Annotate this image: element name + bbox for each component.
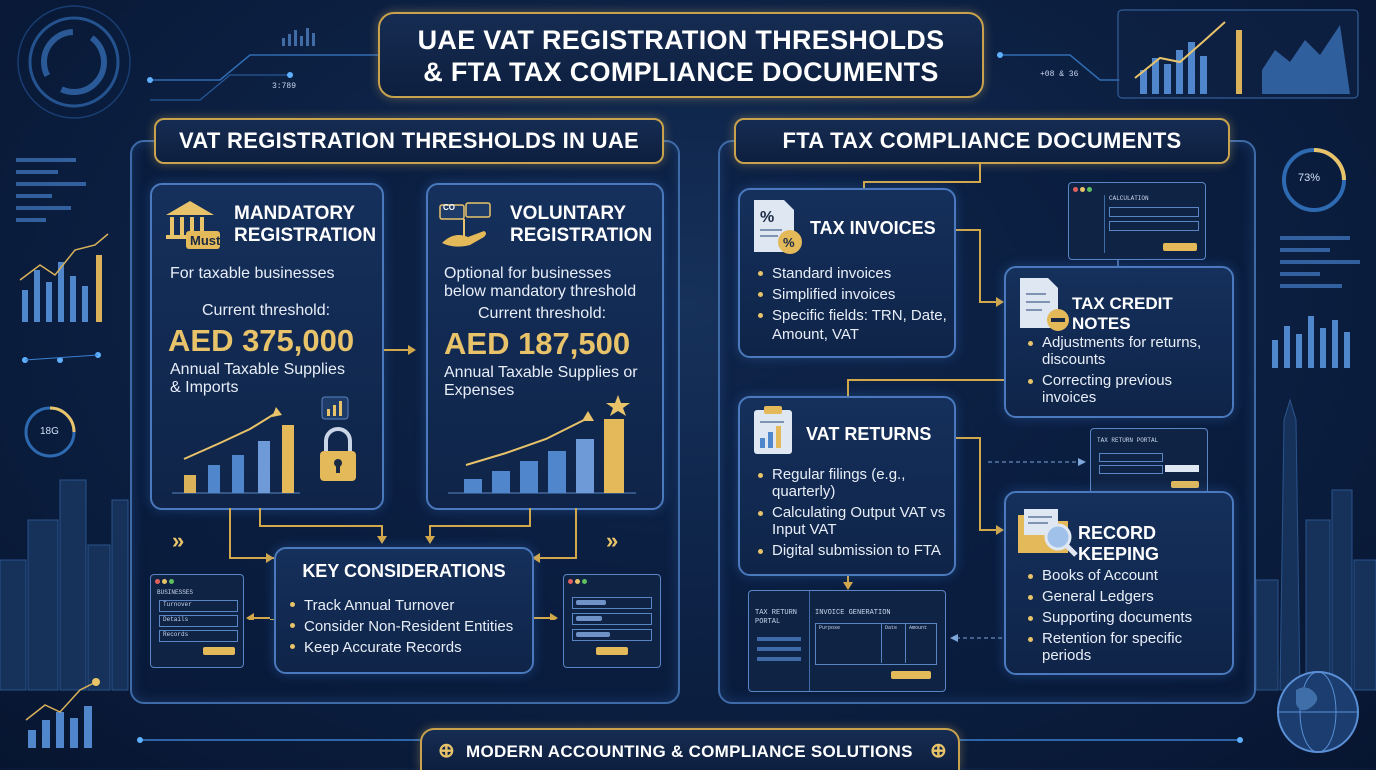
tax-credit-notes-card — [1004, 266, 1234, 418]
key-considerations-card — [274, 547, 534, 674]
voluntary-title-2: REGISTRATION — [510, 225, 653, 246]
portal-col: Amount — [909, 625, 928, 631]
mandatory-note-1: Annual Taxable Supplies — [170, 361, 345, 378]
portal-col: Purpose — [819, 625, 841, 631]
folder-magnifier-icon — [1016, 501, 1082, 561]
mini-submit-button — [596, 647, 628, 655]
list-item: Keep Accurate Records — [290, 637, 513, 658]
mini-window-title: BUSINESSES — [157, 589, 194, 596]
list-item: Adjustments for returns, discounts — [1028, 334, 1224, 368]
signpost-text: CO — [443, 203, 455, 212]
voluntary-desc-2: below mandatory threshold — [444, 283, 637, 300]
mini-submit-button — [203, 647, 235, 655]
vat-returns-title: VAT RETURNS — [806, 424, 932, 444]
svg-text:%: % — [783, 235, 795, 250]
record-keeping-title: RECORD KEEPING — [1078, 523, 1160, 564]
mini-row: Records — [159, 630, 238, 642]
list-item: Calculating Output VAT vs Input VAT — [758, 504, 954, 538]
portal-side-title: TAX RETURN PORTAL — [755, 609, 798, 626]
footer-banner — [420, 728, 960, 770]
voluntary-amount: AED 187,500 — [444, 326, 631, 361]
mandatory-title-2: REGISTRATION — [234, 225, 377, 246]
decor-code-left: 3:789 — [272, 82, 297, 91]
mini-row: Turnover — [159, 600, 238, 612]
portal-col: Date — [885, 625, 898, 631]
mini-window-right — [563, 574, 661, 668]
mini-submit-button — [891, 671, 931, 679]
mini-window-title: TAX RETURN PORTAL — [1097, 437, 1159, 444]
list-item: Consider Non-Resident Entities — [290, 616, 513, 637]
list-item: Specific fields: TRN, Date, Amount, VAT — [758, 306, 948, 344]
tax-credit-notes-list — [1028, 334, 1224, 406]
header-line-1: UAE VAT REGISTRATION THRESHOLDS — [417, 25, 945, 55]
right-panel-title: FTA TAX COMPLIANCE DOCUMENTS — [734, 118, 1230, 164]
tax-invoices-list — [758, 264, 948, 344]
mini-window-title: CALCULATION — [1109, 195, 1149, 202]
ring-percent: 73% — [1298, 172, 1321, 184]
decor-code-right: +08 & 36 — [1040, 70, 1079, 79]
mini-row: Details — [159, 615, 238, 627]
tax-credit-notes-title: TAX CREDIT NOTES — [1072, 294, 1173, 333]
mini-submit-button — [1163, 243, 1197, 251]
list-item: Retention for specific periods — [1028, 630, 1224, 664]
invoice-generation-portal — [748, 590, 946, 692]
list-item: Digital submission to FTA — [758, 542, 954, 559]
key-considerations-title: KEY CONSIDERATIONS — [302, 561, 506, 581]
footer-text: MODERN ACCOUNTING & COMPLIANCE SOLUTIONS — [466, 742, 913, 761]
svg-text:%: % — [760, 209, 775, 226]
invoice-percent-icon — [750, 198, 804, 258]
chevron-right-icon-2: » — [606, 528, 619, 553]
mandatory-note-2: & Imports — [170, 379, 239, 396]
list-item: Regular filings (e.g., quarterly) — [758, 466, 954, 500]
voluntary-desc-1: Optional for businesses — [444, 265, 612, 282]
main-header — [378, 12, 984, 98]
must-badge: Must — [190, 233, 221, 248]
globe-icon: ⊕ — [930, 740, 948, 762]
record-keeping-list — [1028, 567, 1224, 664]
credit-note-minus-icon — [1016, 276, 1072, 334]
vat-returns-list — [758, 466, 954, 559]
chevron-right-icon: » — [172, 528, 185, 553]
globe-icon: ⊕ — [438, 740, 456, 762]
voluntary-note-2: Expenses — [444, 382, 515, 399]
mandatory-title-1: MANDATORY — [234, 203, 356, 224]
mini-window-left — [150, 574, 244, 668]
header-line-2: & FTA TAX COMPLIANCE DOCUMENTS — [423, 57, 939, 87]
voluntary-note-1: Annual Taxable Supplies or — [444, 364, 638, 381]
list-item: General Ledgers — [1028, 588, 1224, 605]
tax-invoices-card — [738, 188, 956, 358]
list-item: Supporting documents — [1028, 609, 1224, 626]
list-item: Standard invoices — [758, 264, 948, 283]
list-item: Track Annual Turnover — [290, 595, 513, 616]
voluntary-threshold-label: Current threshold: — [478, 305, 607, 322]
portal-main-title: INVOICE GENERATION — [815, 609, 891, 617]
mini-window-calculation — [1068, 182, 1206, 260]
left-panel-title: VAT REGISTRATION THRESHOLDS IN UAE — [154, 118, 664, 164]
mandatory-amount: AED 375,000 — [168, 323, 355, 358]
tax-return-portal-small — [1090, 428, 1208, 496]
list-item: Correcting previous invoices — [1028, 372, 1224, 406]
mandatory-desc: For taxable businesses — [170, 265, 335, 282]
mandatory-threshold-label: Current threshold: — [202, 302, 331, 319]
voluntary-title-1: VOLUNTARY — [510, 203, 627, 224]
vat-returns-card — [738, 396, 956, 576]
list-item: Simplified invoices — [758, 285, 948, 304]
ring-label: 18G — [40, 426, 59, 437]
list-item: Books of Account — [1028, 567, 1224, 584]
clipboard-chart-icon — [750, 404, 800, 458]
tax-invoices-title: TAX INVOICES — [810, 218, 936, 238]
mini-submit-button — [1171, 481, 1199, 488]
record-keeping-card — [1004, 491, 1234, 675]
key-considerations-list — [290, 595, 513, 658]
